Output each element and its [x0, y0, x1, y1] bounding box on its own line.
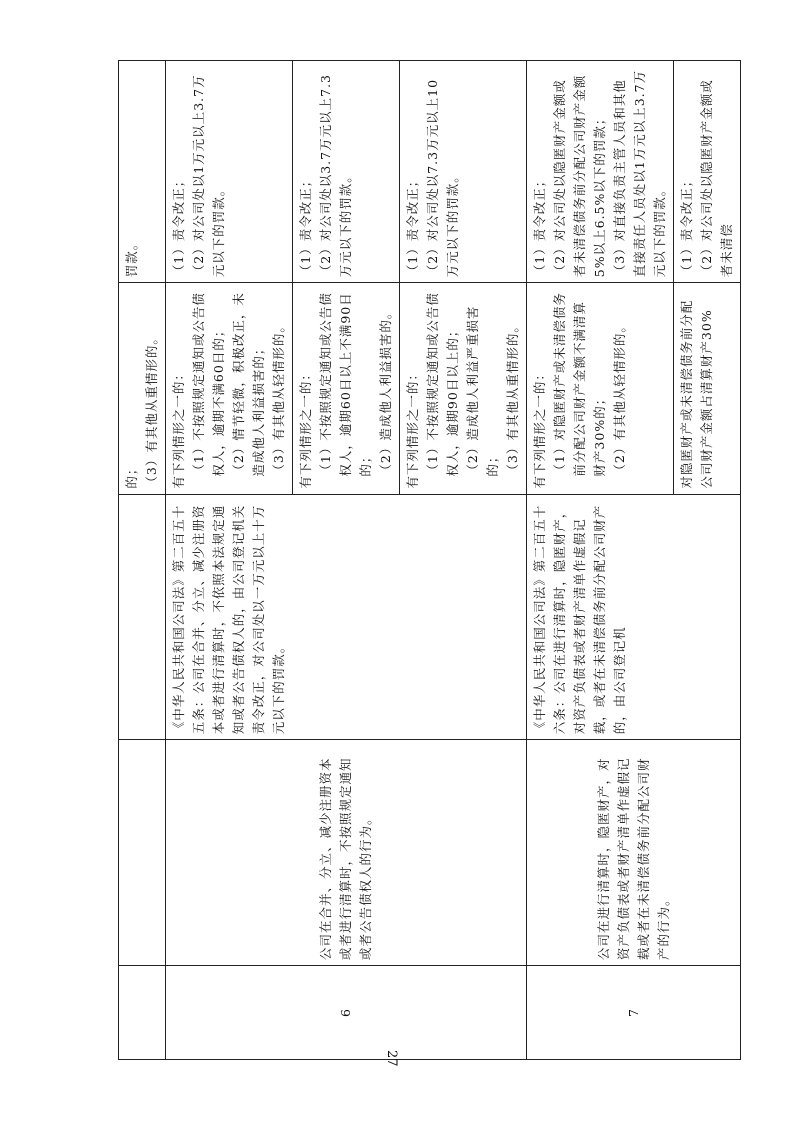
row-number-cell	[119, 966, 166, 1060]
circumstance-line: 有下列情形之一的：	[405, 367, 420, 489]
circumstance-line: （3）有其他从重情形的。	[144, 331, 159, 489]
behavior-cell	[119, 740, 166, 966]
row-number-cell: 7	[527, 966, 741, 1060]
circumstance-line: 有下列情形之一的：	[171, 367, 186, 489]
penalty-line: （3）对直接负责主管人员和其他直接责任人员处以1万元以上3.7万元以下的罚款。	[612, 69, 667, 278]
rotated-table-container	[118, 60, 734, 1060]
penalty-table	[118, 60, 741, 1060]
penalty-line: （2）对公司处以3.7万元以上7.3万元以下的罚款。	[318, 74, 353, 278]
penalty-line: （2）对公司处以1万元以上3.7万元以下的罚款。	[191, 74, 226, 278]
penalty-cell	[674, 61, 741, 283]
circumstance-line: 的；	[124, 461, 139, 489]
table-row	[527, 61, 674, 1060]
circumstance-line: （1）对隐匿财产或未清偿债务前分配公司财产金额不满清算财产30%的；	[552, 292, 607, 477]
behavior-cell: 公司在合并、分立、减少注册资本或者进行清算时，不按照规定通知或者公告债权人的行为。	[166, 740, 527, 966]
circumstances-cell	[674, 283, 741, 494]
circumstances-cell	[527, 283, 674, 494]
table-row	[119, 61, 166, 1060]
penalty-line: （1）责令改正；	[405, 173, 420, 278]
circumstance-line: （2）情节轻微，积极改正，未造成他人利益损害的；	[231, 292, 266, 477]
penalty-line: （2）对公司处以隐匿财产金额或者未清偿	[699, 79, 734, 278]
behavior-cell: 公司在进行清算时，隐匿财产，对资产负债表或者财产清单作虚假记载或者在未清偿债务前分配公司财产的行为。	[527, 740, 741, 966]
circumstances-cell	[119, 283, 166, 494]
basis-cell	[119, 494, 166, 740]
circumstance-line: （2）造成他人利益严重损害的；	[465, 305, 500, 477]
penalty-cell	[400, 61, 527, 283]
penalty-line: 罚款。	[124, 236, 139, 278]
basis-cell: 《中华人民共和国公司法》第二百五十六条：公司在进行清算时，隐匿财产，对资产负债表或者财产清单作虚假记载，或者在未清偿债务前分配公司财产的，由公司登记机	[527, 494, 741, 740]
circumstance-line: （3）有其他从轻情形的。	[271, 319, 286, 477]
penalty-line: （2）对公司处以7.3万元以上10万元以下的罚款。	[425, 78, 460, 278]
circumstance-line: （1）不按照规定通知或公告债权人，逾期90日以上的；	[425, 292, 460, 477]
circumstance-line: （2）造成他人利益损害的。	[378, 305, 393, 477]
circumstance-line: 有下列情形之一的：	[298, 367, 313, 489]
penalty-cell	[293, 61, 400, 283]
page-number: 27	[384, 1050, 399, 1067]
circumstance-line: （2）有其他从轻情形的。	[612, 319, 627, 477]
circumstances-cell	[293, 283, 400, 494]
circumstance-line: 有下列情形之一的：	[532, 367, 547, 489]
circumstances-cell	[166, 283, 293, 494]
circumstance-line: （1）不按照规定通知或公告债权人，逾期不满60日的；	[191, 292, 226, 477]
table-row	[166, 61, 293, 1060]
penalty-cell	[527, 61, 674, 283]
penalty-cell	[166, 61, 293, 283]
penalty-line: （1）责令改正；	[171, 173, 186, 278]
penalty-cell	[119, 61, 166, 283]
table-body	[119, 61, 741, 1060]
circumstance-line: （1）不按照规定通知或公告债权人，逾期60日以上不满90日的；	[318, 292, 373, 477]
basis-cell: 《中华人民共和国公司法》第二百五十五条：公司在合并、分立、减少注册资本或者进行清算时，不依照本法规定通知或者公告债权人的，由公司登记机关责令改正，对公司处以一万元以上十万元以下的罚款。	[166, 494, 527, 740]
circumstances-cell	[400, 283, 527, 494]
circumstance-line: 对隐匿财产或未清偿债务前分配公司财产金额占清算财产30%	[679, 299, 714, 489]
penalty-line: （2）对公司处以隐匿财产金额或者未清偿债务前分配公司财产金额5%以上6.5%以下的罚款；	[552, 74, 607, 278]
row-number-cell: 6	[166, 966, 527, 1060]
penalty-line: （1）责令改正；	[532, 173, 547, 278]
circumstance-line: （3）有其他从重情形的。	[505, 319, 520, 477]
penalty-line: （1）责令改正；	[298, 173, 313, 278]
penalty-line: （1）责令改正；	[679, 173, 694, 278]
